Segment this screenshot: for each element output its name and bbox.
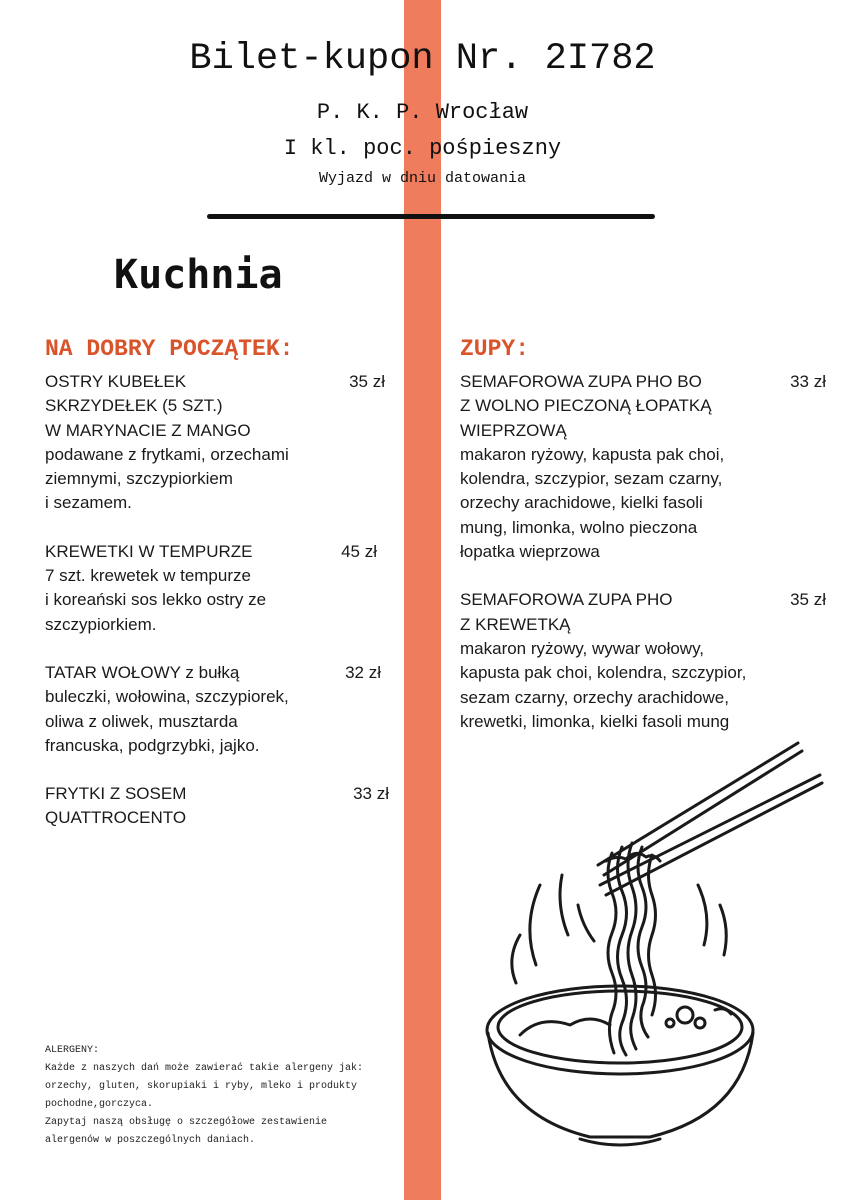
menu-item-name-line: Z KREWETKĄ: [460, 614, 571, 634]
menu-item-description-line: i koreański sos lekko ostry ze: [45, 590, 267, 610]
menu-item-price: 33 zł: [790, 372, 826, 391]
menu-item-name-line: Z WOLNO PIECZONĄ ŁOPATKĄ: [460, 396, 712, 416]
menu-item-name-line: SEMAFOROWA ZUPA PHO BO: [460, 372, 702, 391]
left-column: [45, 334, 389, 855]
menu-item-description-line: sezam czarny, orzechy arachidowe,: [460, 687, 729, 707]
section-title: Kuchnia: [114, 252, 283, 298]
right-column: [460, 334, 832, 758]
ticket-line-departure: Wyjazd w dniu datowania: [318, 170, 527, 187]
menu-item-price: 35 zł: [790, 590, 826, 610]
menu-item-description-line: i sezamem.: [45, 493, 132, 513]
category-title-soups: ZUPY:: [460, 336, 530, 362]
noodle-bowl-with-chopsticks-icon: [480, 735, 840, 1155]
menu-item: [45, 370, 385, 516]
menu-item-price: 35 zł: [349, 372, 385, 391]
allergens-note: [45, 1042, 395, 1150]
menu-item-name-line: QUATTROCENTO: [45, 808, 187, 828]
menu-item-header: [460, 588, 832, 637]
menu-item: [460, 370, 832, 564]
menu-item: [45, 661, 385, 758]
menu-item-price: 32 zł: [345, 662, 381, 682]
menu-item-header: [45, 370, 385, 443]
menu-item-name-line: W MARYNACIE Z MANGO: [45, 420, 251, 440]
menu-item-description-line: podawane z frytkami, orzechami: [45, 444, 289, 464]
allergens-line: Zapytaj naszą obsługę o szczegółowe zestawienie: [45, 1117, 328, 1128]
menu-item-description-line: buleczki, wołowina, szczypiorek,: [45, 687, 289, 707]
menu-item-description-line: orzechy arachidowe, kielki fasoli: [460, 493, 703, 513]
menu-item-name-line: FRYTKI Z SOSEM: [45, 784, 187, 804]
menu-item-name-line: TATAR WOŁOWY z bułką: [45, 662, 240, 682]
allergens-line: orzechy, gluten, skorupiaki i ryby, mleko i produkty: [45, 1081, 358, 1092]
menu-item-name-line: WIEPRZOWĄ: [460, 420, 567, 440]
ticket-title: Bilet-kupon Nr. 2I782: [189, 38, 656, 80]
menu-item-name-line: KREWETKI W TEMPURZE: [45, 541, 253, 561]
menu-item-description-line: szczypiorkiem.: [45, 614, 157, 634]
allergens-heading: ALERGENY:: [45, 1045, 100, 1056]
menu-item-header: [45, 782, 389, 831]
menu-item-description-line: 7 szt. krewetek w tempurze: [45, 566, 251, 586]
menu-item-name-line: SEMAFOROWA ZUPA PHO: [460, 590, 673, 610]
menu-item-description-line: kapusta pak choi, kolendra, szczypior,: [460, 663, 747, 683]
menu-item-description-line: francuska, podgrzybki, jajko.: [45, 735, 260, 755]
menu-item-price: 45 zł: [341, 541, 377, 561]
allergens-line: alergenów w poszczególnych daniach.: [45, 1135, 256, 1146]
menu-item-header: [460, 370, 832, 443]
menu-item-header: [45, 540, 385, 564]
menu-item-description-line: makaron ryżowy, wywar wołowy,: [460, 638, 705, 658]
menu-item-description-line: oliwa z oliwek, musztarda: [45, 711, 238, 731]
allergens-line: pochodne,gorczyca.: [45, 1099, 154, 1110]
allergens-line: Każde z naszych dań może zawierać takie alergeny jak:: [45, 1063, 364, 1074]
ticket-line-station: P. K. P. Wrocław: [316, 100, 529, 125]
menu-item-description-line: krewetki, limonka, kielki fasoli mung: [460, 711, 730, 731]
menu-item-name-line: SKRZYDEŁEK (5 SZT.): [45, 396, 223, 416]
menu-item: [460, 588, 832, 734]
menu-item-description-line: kolendra, szczypior, sezam czarny,: [460, 469, 723, 489]
header-divider: [207, 214, 655, 219]
menu-item-description-line: ziemnymi, szczypiorkiem: [45, 469, 233, 489]
ticket-line-class: I kl. poc. pośpieszny: [283, 136, 562, 161]
menu-item-description-line: mung, limonka, wolno pieczona: [460, 517, 698, 537]
category-title-starters: NA DOBRY POCZĄTEK:: [45, 336, 294, 362]
menu-item-price: 33 zł: [353, 784, 389, 804]
menu-item-header: [45, 661, 385, 685]
menu-item: [45, 540, 385, 637]
menu-item-description-line: makaron ryżowy, kapusta pak choi,: [460, 444, 725, 464]
menu-item: [45, 782, 389, 831]
menu-item-name-line: OSTRY KUBEŁEK: [45, 372, 187, 391]
menu-item-description-line: łopatka wieprzowa: [460, 542, 600, 562]
